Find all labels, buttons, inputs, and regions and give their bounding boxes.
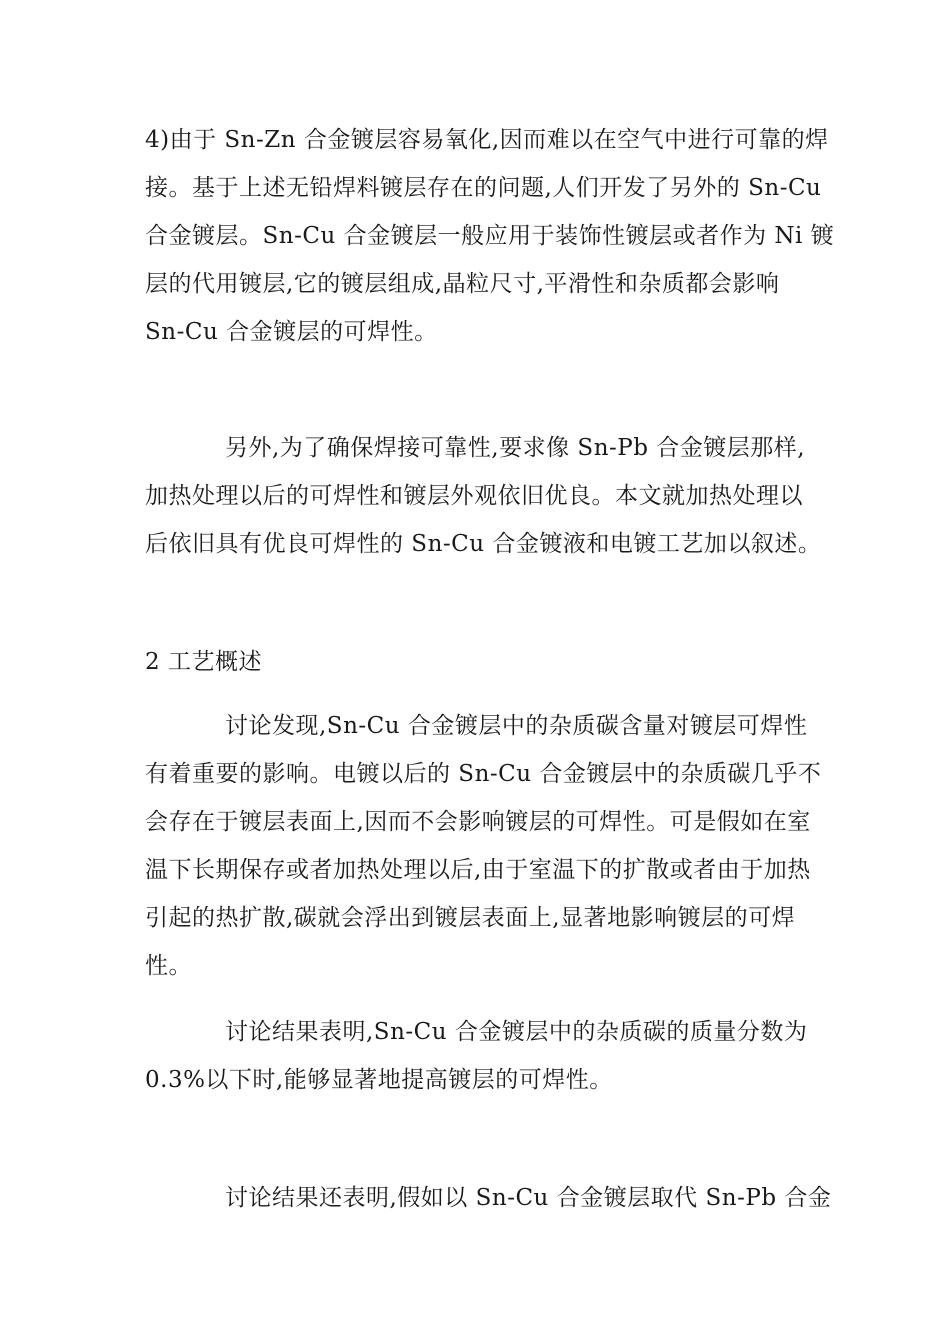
section-heading: 2 工艺概述 — [145, 649, 262, 675]
paragraph-5-line-1: 讨论结果还表明,假如以 Sn-Cu 合金镀层取代 Sn-Pb 合金 — [225, 1185, 832, 1211]
paragraph-1-line-5: Sn-Cu 合金镀层的可焊性。 — [145, 319, 438, 345]
paragraph-3-line-1: 讨论发现,Sn-Cu 合金镀层中的杂质碳含量对镀层可焊性 — [225, 713, 808, 739]
paragraph-3-line-2: 有着重要的影响。电镀以后的 Sn-Cu 合金镀层中的杂质碳几乎不 — [145, 761, 822, 787]
paragraph-1-line-2: 接。基于上述无铅焊料镀层存在的问题,人们开发了另外的 Sn-Cu — [145, 175, 822, 201]
paragraph-1-line-4: 层的代用镀层,它的镀层组成,晶粒尺寸,平滑性和杂质都会影响 — [145, 271, 780, 297]
paragraph-2-line-1: 另外,为了确保焊接可靠性,要求像 Sn-Pb 合金镀层那样, — [225, 435, 806, 461]
paragraph-1-line-1: 4)由于 Sn-Zn 合金镀层容易氧化,因而难以在空气中进行可靠的焊 — [145, 127, 829, 153]
paragraph-3-line-3: 会存在于镀层表面上,因而不会影响镀层的可焊性。可是假如在室 — [145, 809, 811, 835]
paragraph-2-line-3: 后依旧具有优良可焊性的 Sn-Cu 合金镀液和电镀工艺加以叙述。 — [145, 531, 822, 557]
paragraph-4-line-2: 0.3%以下时,能够显著地提高镀层的可焊性。 — [145, 1067, 613, 1093]
paragraph-1-line-3: 合金镀层。Sn-Cu 合金镀层一般应用于装饰性镀层或者作为 Ni 镀 — [145, 223, 835, 249]
paragraph-2-line-2: 加热处理以后的可焊性和镀层外观依旧优良。本文就加热处理以 — [145, 483, 803, 509]
paragraph-3-line-4: 温下长期保存或者加热处理以后,由于室温下的扩散或者由于加热 — [145, 857, 811, 883]
paragraph-3-line-5: 引起的热扩散,碳就会浮出到镀层表面上,显著地影响镀层的可焊 — [145, 905, 796, 931]
paragraph-4-line-1: 讨论结果表明,Sn-Cu 合金镀层中的杂质碳的质量分数为 — [225, 1019, 808, 1045]
paragraph-3-line-6: 性。 — [145, 953, 192, 979]
